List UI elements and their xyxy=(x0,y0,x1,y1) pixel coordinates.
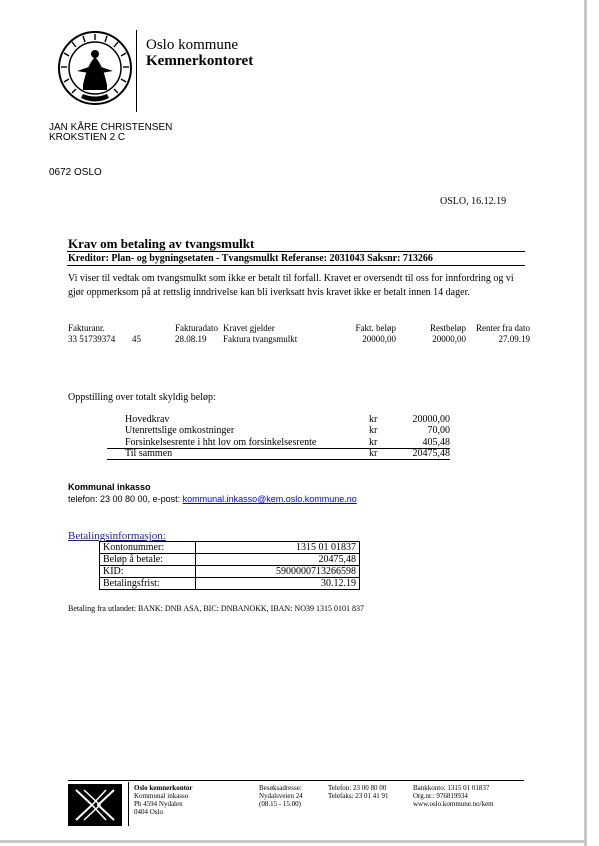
oppstilling-row xyxy=(125,425,450,436)
footer-line: Telefaks: 23 01 41 91 xyxy=(328,792,389,800)
betalingsinfo-heading: Betalingsinformasjon: xyxy=(68,530,166,542)
kreditor-line: Kreditor: Plan- og bygningsetaten - Tvangsmulkt Referanse: 2031043 Saksnr: 713266 xyxy=(68,253,433,264)
oppstilling-row-total xyxy=(125,448,450,459)
row-currency: kr xyxy=(369,425,378,436)
dept-name: Kemnerkontoret xyxy=(146,53,254,69)
col-header-fakturanr: Fakturanr. xyxy=(68,323,105,333)
row-amount: 70,00 xyxy=(427,425,450,436)
betalingsinfo-table xyxy=(99,541,360,590)
footer-line: Oslo kemnerkontor xyxy=(134,784,193,792)
cell-extra: 45 xyxy=(132,334,141,344)
cell-renter: 27.09.19 xyxy=(498,334,530,344)
page-edge-right xyxy=(584,0,587,846)
letter-title: Krav om betaling av tvangsmulkt xyxy=(68,236,255,251)
header-divider xyxy=(136,30,137,112)
footer-line: Bankkonto: 1315 01 01837 xyxy=(413,784,490,792)
inkasso-heading: Kommunal inkasso xyxy=(68,482,151,492)
oslo-seal-logo xyxy=(55,27,135,110)
table-row xyxy=(100,578,360,590)
footer-line: Org.nr.: 976819934 xyxy=(413,792,468,800)
oppstilling-row xyxy=(125,437,450,448)
cell-fakturanr: 33 51739374 xyxy=(68,334,116,344)
footer-line: Kommunal inkasso xyxy=(134,792,189,800)
bi-value: 30.12.19 xyxy=(196,578,360,590)
footer-col-address xyxy=(134,784,193,816)
footer-col-bank xyxy=(413,784,494,808)
org-name: Oslo kommune xyxy=(146,37,239,53)
bi-value: 1315 01 01837 xyxy=(196,542,360,554)
footer-divider xyxy=(128,782,129,826)
recipient-name: JAN KÅRE CHRISTENSEN xyxy=(49,122,173,133)
cell-fakt-belop: 20000,00 xyxy=(362,334,396,344)
recipient-postal: 0672 OSLO xyxy=(49,167,102,178)
row-currency: kr xyxy=(369,414,378,425)
col-header-fakturadato: Fakturadato xyxy=(175,323,218,333)
inkasso-email-link[interactable]: kommunal.inkasso@kem.oslo.kommune.no xyxy=(182,494,357,504)
table-row xyxy=(100,554,360,566)
row-currency: kr xyxy=(369,437,378,448)
footer-col-phone xyxy=(328,784,389,800)
bi-label: Beløp å betale: xyxy=(100,554,196,566)
title-rule xyxy=(67,251,525,252)
oppstilling-row xyxy=(125,414,450,425)
row-label: Utenrettslige omkostninger xyxy=(125,425,235,436)
row-currency: kr xyxy=(369,448,378,459)
footer-line: Telefon: 23 00 80 00 xyxy=(328,784,387,792)
footer-line: www.oslo.kommune.no/kem xyxy=(413,800,494,808)
intro-paragraph: Vi viser til vedtak om tvangsmulkt som ikke er betalt til forfall. Kravet er oversendt til oss for innfordring og vi gjør oppmerksom på at rettslig inndrivelse kan bli iverksatt hvis kravet ikke er betalt innen 14 dager. xyxy=(68,273,514,298)
cell-kravet-gjelder: Faktura tvangsmulkt xyxy=(223,334,298,344)
footer-rule xyxy=(68,780,524,781)
col-header-restbelop: Restbeløp xyxy=(430,323,466,333)
cell-fakturadato: 28.08.19 xyxy=(175,334,207,344)
row-amount: 20000,00 xyxy=(412,414,450,425)
foreign-payment-info: Betaling fra utlandet: BANK: DNB ASA, BIC: DNBANOKK, IBAN: NO39 1315 0101 837 xyxy=(68,604,364,613)
bi-label: Betalingsfrist: xyxy=(100,578,196,590)
bi-value: 20475,48 xyxy=(196,554,360,566)
col-header-kravet-gjelder: Kravet gjelder xyxy=(223,323,275,333)
footer-line: Nydalsveien 24 xyxy=(259,792,303,800)
page-edge-bottom xyxy=(0,840,587,843)
footer-line: (08.15 - 15.00) xyxy=(259,800,301,808)
kreditor-rule xyxy=(67,265,525,266)
letter-date: OSLO, 16.12.19 xyxy=(440,196,507,207)
bi-label: Kontonummer: xyxy=(100,542,196,554)
recipient-street: KROKSTIEN 2 C xyxy=(49,132,126,143)
table-row xyxy=(100,566,360,578)
footer-col-visit xyxy=(259,784,303,808)
footer-line: 0404 Oslo xyxy=(134,808,163,816)
row-label: Hovedkrav xyxy=(125,414,170,425)
row-amount: 405,48 xyxy=(422,437,450,448)
sum-rule-bottom xyxy=(107,459,450,460)
footer-line: Besøksadresse: xyxy=(259,784,302,792)
inkasso-contact-prefix: telefon: 23 00 80 00, e-post: xyxy=(68,494,183,504)
row-label: Til sammen xyxy=(125,448,173,459)
footer-line: Pb 4594 Nydalen xyxy=(134,800,183,808)
row-amount: 20475,48 xyxy=(412,448,450,459)
row-label: Forsinkelsesrente i hht lov om forsinkelsesrente xyxy=(125,437,317,448)
col-header-fakt-belop: Fakt. beløp xyxy=(355,323,396,333)
bi-value: 5900000713266598 xyxy=(196,566,360,578)
col-header-renter: Renter fra dato xyxy=(476,323,530,333)
inkasso-contact xyxy=(68,494,357,504)
kemner-logo-icon xyxy=(68,784,122,826)
cell-restbelop: 20000,00 xyxy=(432,334,466,344)
bi-label: KID: xyxy=(100,566,196,578)
oppstilling-heading: Oppstilling over totalt skyldig beløp: xyxy=(68,392,216,403)
table-row xyxy=(100,542,360,554)
